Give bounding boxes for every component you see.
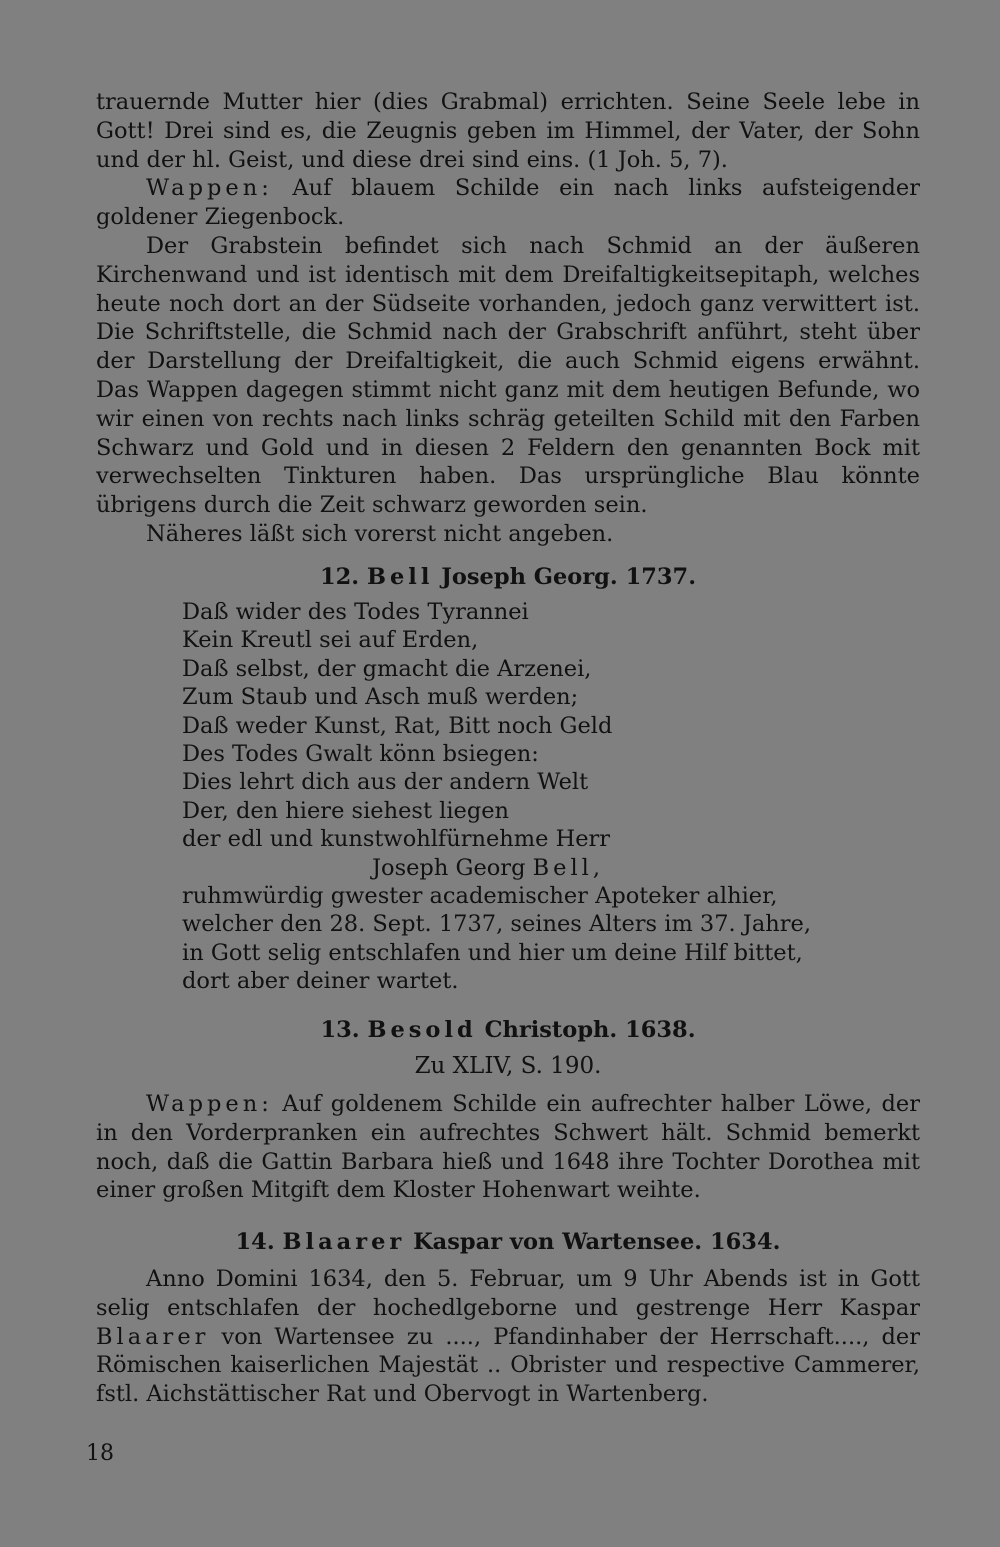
- verse-name-line: [182, 854, 882, 882]
- entry-given-name: Joseph Georg.: [441, 564, 618, 590]
- verse-line: ruhmwürdig gwester academischer Apoteker alhier,: [182, 883, 778, 910]
- wappen-text: Auf blauem Schilde ein nach links aufsteigender goldener Ziegenbock.: [96, 175, 920, 231]
- entry-14-heading: [96, 1228, 920, 1256]
- wappen-label: Wappen:: [146, 175, 273, 202]
- verse-line: Dies lehrt dich aus der andern Welt: [182, 769, 589, 796]
- verse-surname: Bell,: [532, 854, 605, 881]
- verse-line: Daß wider des Todes Tyrannei: [182, 599, 529, 625]
- entry-14-surname-inline: Blaarer: [96, 1323, 210, 1350]
- epitaph-text: trauernde Mutter hier (dies Grabmal) errichten. Seine Seele lebe in Gott! Drei sind es, die Zeugnis geben im Himmel, der Vater, der Sohn und der hl. Geist, und diese drei sind eins. (1 Joh. 5, 7).: [96, 89, 920, 173]
- verse-line: Daß weder Kunst, Rat, Bitt noch Geld: [182, 712, 613, 739]
- wappen-text: Auf goldenem Schilde ein aufrechter halber Löwe, der in den Vorderpranken ein aufrechtes Schwert hält. Schmid bemerkt noch, daß die Gattin Barbara hieß und 1648 ihre Tochter Dorothea mit einer großen Mitgift dem Kloster Hohenwart weihte.: [96, 1091, 920, 1204]
- entry-number: 14.: [235, 1229, 275, 1255]
- verse-line: Des Todes Gwalt könn bsiegen:: [182, 741, 539, 768]
- entry-12-heading: [96, 563, 920, 591]
- verse-line: Daß selbst, der gmacht die Arzenei,: [182, 655, 592, 682]
- verse-given-name: Joseph Georg: [372, 854, 526, 881]
- entry-given-name: Christoph.: [484, 1017, 618, 1043]
- wappen-paragraph: [96, 1090, 920, 1205]
- entry-14-text-end: von Wartensee zu ...., Pfandinhaber der Herrschaft...., der Römischen kaiserlichen Majestät .. Obrister und respective Cammerer, fstl. Aichstättischer Rat und Obervogt in Wartenberg.: [96, 1323, 920, 1408]
- intro-section: [96, 88, 920, 549]
- wappen-label: Wappen:: [146, 1091, 273, 1117]
- entry-surname: Blaarer: [282, 1229, 406, 1255]
- entry-year: 1634.: [710, 1229, 781, 1255]
- verse-line: der edl und kunstwohlfürnehme Herr: [182, 826, 611, 853]
- entry-surname: Bell: [366, 564, 434, 590]
- verse-line: Kein Kreutl sei auf Erden,: [182, 627, 479, 654]
- entry-year: 1737.: [625, 564, 697, 590]
- entry-year: 1638.: [625, 1017, 696, 1043]
- entry-14-body: [96, 1265, 920, 1409]
- entry-14-paragraph: [96, 1265, 920, 1409]
- entry-number: 12.: [319, 564, 360, 590]
- entry-surname: Besold: [367, 1017, 477, 1043]
- entry-14-text-start: Anno Domini 1634, den 5. Februar, um 9 Uhr Abends ist in Gott selig entschlafen der hochedlgeborne und gestrenge Herr Kaspar: [96, 1266, 920, 1321]
- entry-number: 13.: [320, 1017, 360, 1043]
- entry-12-verse: [182, 598, 882, 996]
- page-number: 18: [86, 1441, 114, 1466]
- entry-13-body: [96, 1090, 920, 1205]
- verse-line: Der, den hiere siehest liegen: [182, 797, 510, 824]
- verse-line: dort aber deiner wartet.: [182, 968, 459, 995]
- verse-line: welcher den 28. Sept. 1737, seines Alters im 37. Jahre,: [182, 911, 812, 938]
- verse-line: Zum Staub und Asch muß werden;: [182, 684, 579, 711]
- verse-line: in Gott selig entschlafen und hier um deine Hilf bittet,: [182, 939, 803, 966]
- entry-13-reference: Zu XLIV, S. 190.: [414, 1053, 602, 1079]
- grabstein-paragraph: Der Grabstein befindet sich nach Schmid an der äußeren Kirchenwand und ist identisch mit dem Dreifaltigkeitsepitaph, welches heute noch dort an der Südseite vorhanden, jedoch ganz verwittert ist. Die Schriftstelle, die Schmid nach der Grabschrift anführt, steht über der Darstellung der Dreifaltigkeit, die auch Schmid eigens erwähnt. Das Wappen dagegen stimmt nicht ganz mit dem heutigen Befunde, wo wir einen von rechts nach links schräg geteilten Schild mit den Farben Schwarz und Gold und in diesen 2 Feldern den genannten Bock mit verwechselten Tinkturen haben. Das ursprüngliche Blau könnte übrigens durch die Zeit schwarz geworden sein.: [96, 232, 920, 519]
- wappen-paragraph: [96, 174, 920, 232]
- entry-given-name: Kaspar von Wartensee.: [413, 1229, 703, 1255]
- entry-13-heading: [96, 1016, 920, 1044]
- naeheres-paragraph: Näheres läßt sich vorerst nicht angeben.: [146, 520, 614, 547]
